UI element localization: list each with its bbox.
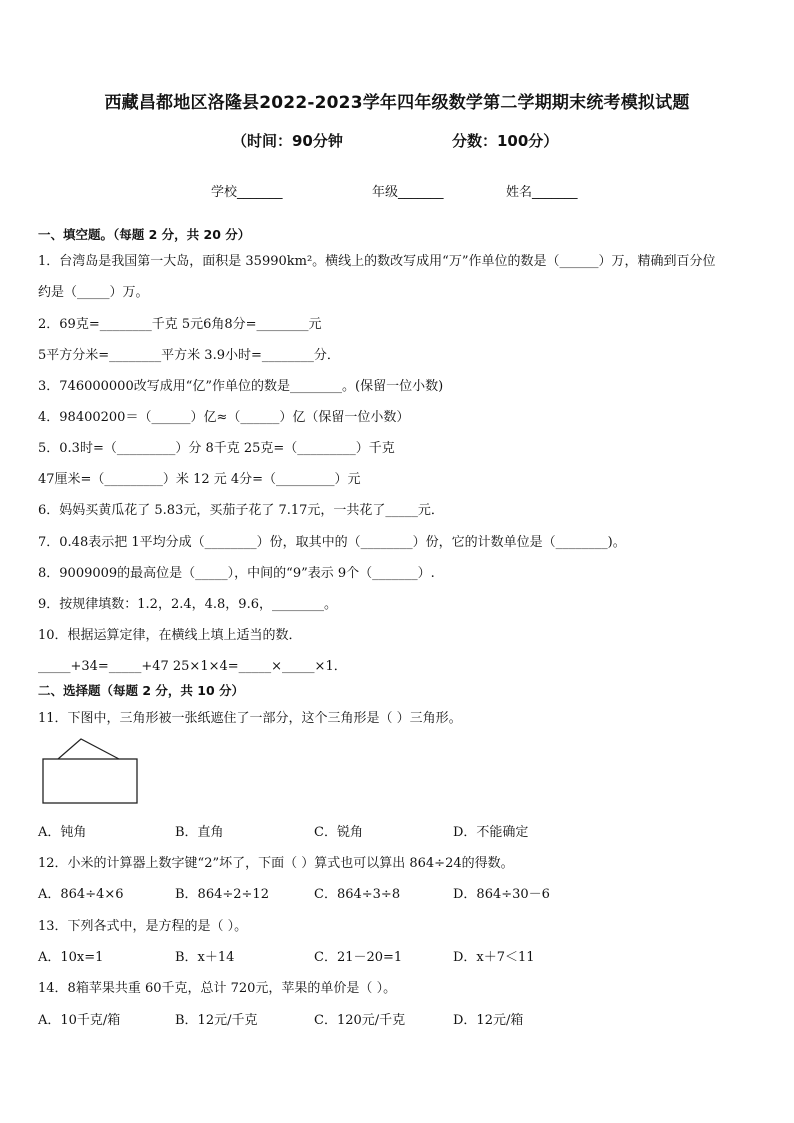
question-stem: 14．8箱苹果共重 60千克，总计 720元，苹果的单价是（ ）。	[38, 981, 397, 996]
covering-paper	[43, 759, 137, 803]
option-a: A．864÷4×6	[38, 887, 124, 902]
grade-field: 年级_______	[372, 185, 444, 200]
option-d: D．不能确定	[453, 825, 529, 840]
question-stem: 11．下图中，三角形被一张纸遮住了一部分，这个三角形是（ ）三角形。	[38, 711, 462, 726]
question-line: 约是（_____）万。	[38, 285, 149, 300]
option-a: A．10千克/箱	[38, 1013, 121, 1028]
option-d: D．12元/箱	[453, 1013, 524, 1028]
question-line: 7．0.48表示把 1平均分成（________）份，取其中的（________）份，它的计数单位是（________)。	[38, 535, 626, 550]
triangle-covered-figure	[40, 737, 140, 807]
option-c: C．锐角	[314, 825, 363, 840]
option-c: C．120元/千克	[314, 1013, 406, 1028]
option-b: B．直角	[175, 825, 224, 840]
exam-time: （时间：90分钟	[232, 132, 343, 150]
question-line: _____+34=_____+47 25×1×4=_____×_____×1．	[38, 659, 347, 674]
section-heading-multiple-choice: 二、选择题（每题 2 分，共 10 分）	[38, 683, 245, 698]
question-line: 8．9009009的最高位是（_____），中间的“9”表示 9个（_______）.	[38, 566, 435, 581]
page-title: 西藏昌都地区洛隆县2022-2023学年四年级数学第二学期期末统考模拟试题	[104, 93, 690, 113]
option-b: B．12元/千克	[175, 1013, 258, 1028]
option-b: B．864÷2÷12	[175, 887, 269, 902]
question-line: 47厘米=（_________）米 12 元 4分=（_________）元	[38, 472, 361, 487]
exam-score: 分数：100分）	[452, 132, 559, 150]
school-field: 学校_______	[211, 185, 283, 200]
question-line: 1．台湾岛是我国第一大岛，面积是 35990km²。横线上的数改写成用“万”作单位的数是（______）万，精确到百分位	[38, 254, 716, 269]
name-field: 姓名_______	[506, 185, 578, 200]
section-heading-fill-blank: 一、填空题。（每题 2 分，共 20 分）	[38, 227, 251, 242]
option-b: B．x＋14	[175, 950, 235, 965]
question-line: 5平方分米=________平方米 3.9小时=________分．	[38, 348, 340, 363]
option-a: A．10x=1	[38, 950, 104, 965]
question-line: 6．妈妈买黄瓜花了 5.83元，买茄子花了 7.17元，一共花了_____元．	[38, 503, 444, 518]
option-d: D．864÷30－6	[453, 887, 550, 902]
question-line: 10．根据运算定律，在横线上填上适当的数．	[38, 628, 302, 643]
question-line: 2．69克=________千克 5元6角8分=________元	[38, 317, 322, 332]
question-stem: 13．下列各式中，是方程的是（ ）。	[38, 919, 248, 934]
question-line: 4．98400200＝（______）亿≈（______）亿（保留一位小数）	[38, 410, 410, 425]
question-line: 9．按规律填数：1.2，2.4，4.8，9.6，________。	[38, 597, 337, 612]
question-line: 5．0.3时=（_________）分 8千克 25克=（_________）千克	[38, 441, 395, 456]
question-line: 3．746000000改写成用“亿”作单位的数是________。(保留一位小数)	[38, 379, 444, 394]
option-c: C．864÷3÷8	[314, 887, 401, 902]
triangle-visible-part	[58, 739, 119, 759]
option-a: A．钝角	[38, 825, 87, 840]
question-stem: 12．小米的计算器上数字键“2”坏了，下面（ ）算式也可以算出 864÷24的得数。	[38, 856, 514, 871]
option-c: C．21－20=1	[314, 950, 403, 965]
option-d: D．x＋7＜11	[453, 950, 535, 965]
